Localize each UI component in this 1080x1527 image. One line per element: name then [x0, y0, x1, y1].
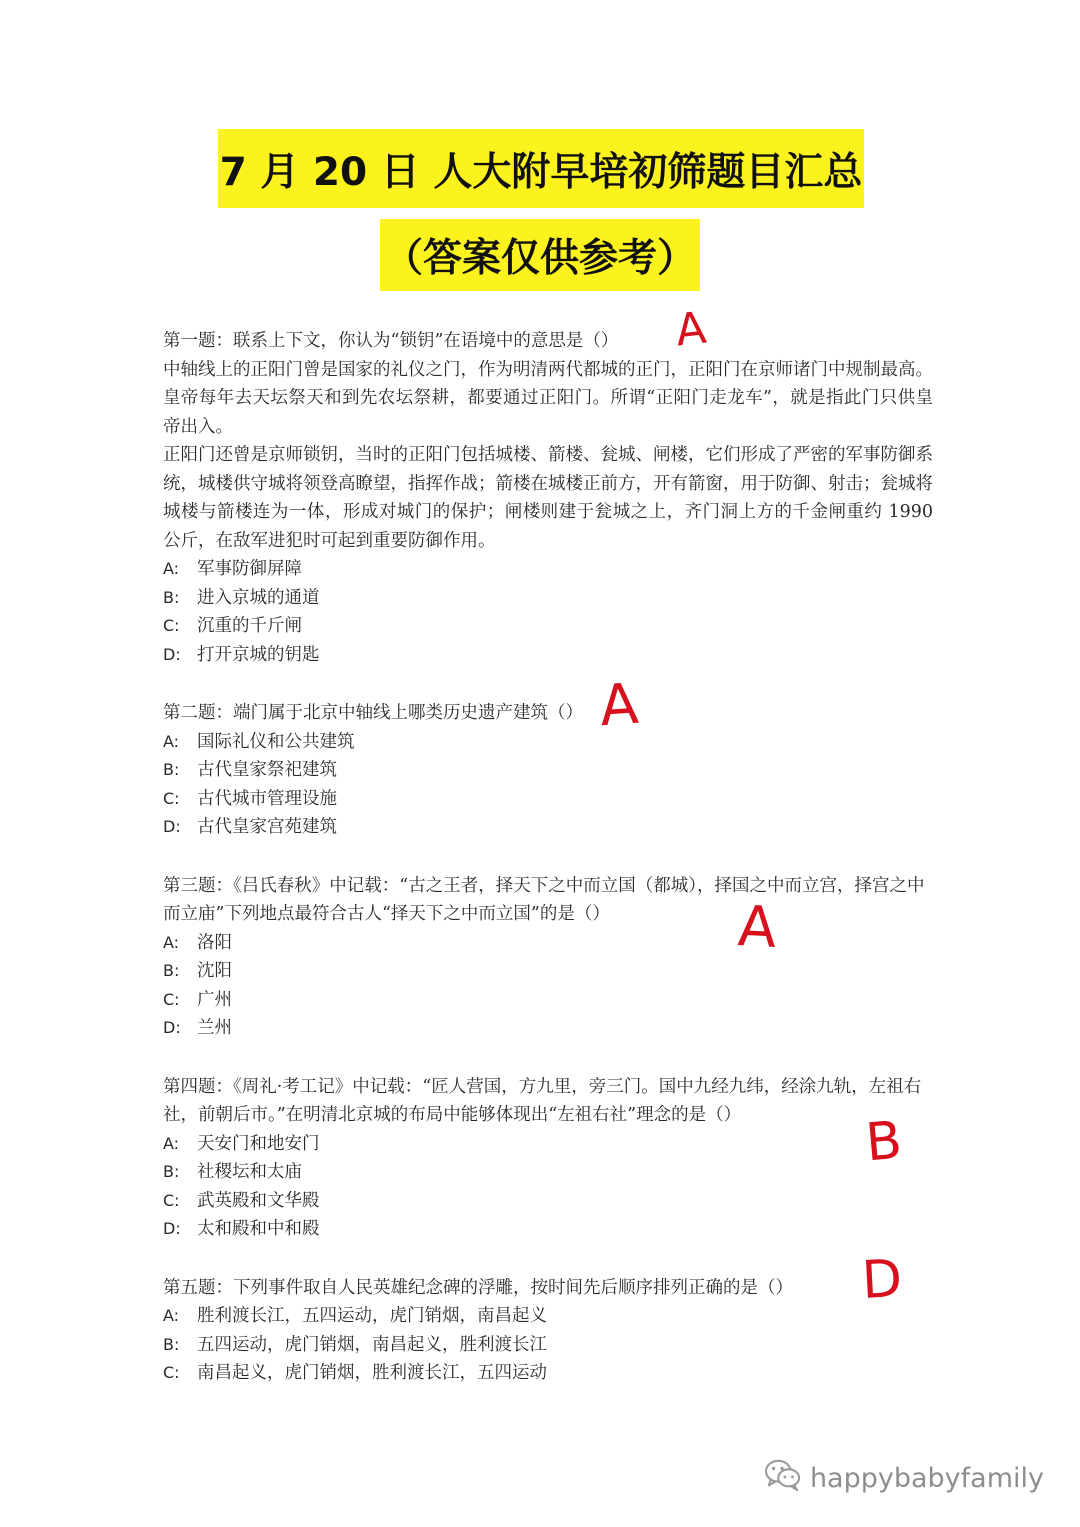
option-text: 五四运动，虎门销烟，南昌起义，胜利渡长江	[197, 1334, 547, 1355]
question-4	[163, 1073, 933, 1244]
answer-mark-q4: B	[863, 1110, 905, 1174]
option-letter: D:	[163, 817, 181, 836]
question-1-options	[163, 555, 933, 669]
option	[163, 584, 933, 613]
option	[163, 1158, 933, 1187]
question-3	[163, 872, 933, 1043]
option-letter: B:	[163, 961, 180, 980]
option-letter: A:	[163, 932, 180, 952]
option	[163, 756, 933, 785]
option-letter: A:	[163, 1306, 180, 1325]
option-text: 广州	[197, 989, 232, 1010]
watermark-text: happybabyfamily	[809, 1463, 1044, 1494]
question-5-stem: 第五题：下列事件取自人民英雄纪念碑的浮雕，按时间先后顺序排列正确的是（）	[163, 1277, 793, 1298]
question-3-stem: 第三题：《吕氏春秋》中记载：“古之王者，择天下之中而立国（都城），择国之中而立宫，择宫之中而立庙”下列地点最符合古人“择天下之中而立国”的是（）	[163, 875, 925, 924]
option-text: 古代城市管理设施	[197, 788, 337, 809]
option-letter: C:	[163, 788, 180, 808]
page-subtitle: （答案仅供参考）	[380, 219, 700, 291]
option-letter: B:	[163, 760, 180, 779]
option	[163, 1014, 933, 1043]
wechat-icon	[764, 1458, 802, 1499]
option-letter: C:	[163, 1363, 180, 1382]
question-1-passage-2: 正阳门还曾是京师锁钥，当时的正阳门包括城楼、箭楼、瓮城、闸楼，它们形成了严密的军事防御系统，城楼供守城将领登高瞭望，指挥作战；箭楼在城楼正前方，开有箭窗，用于防御、射击；瓮城将城楼与箭楼连为一体，形成对城门的保护；闸楼则建于瓮城之上，齐门洞上方的千金闸重约 1990 公斤，在敌军进犯时可起到重要防御作用。	[163, 445, 933, 551]
option-text: 胜利渡长江，五四运动，虎门销烟，南昌起义	[197, 1306, 547, 1326]
watermark	[764, 1458, 1044, 1499]
option-text: 沉重的千斤闸	[197, 616, 302, 636]
option	[163, 1187, 933, 1216]
option	[163, 1215, 933, 1244]
option-text: 太和殿和中和殿	[197, 1219, 320, 1239]
option-text: 天安门和地安门	[197, 1133, 320, 1154]
option	[163, 612, 933, 641]
option-text: 洛阳	[197, 932, 232, 953]
question-4-options	[163, 1130, 933, 1244]
option-letter: B:	[163, 587, 180, 607]
question-1	[163, 327, 933, 669]
option-text: 南昌起义，虎门销烟，胜利渡长江，五四运动	[197, 1363, 547, 1383]
option-text: 古代皇家宫苑建筑	[197, 817, 337, 837]
option-letter: A:	[163, 731, 180, 751]
option-letter: C:	[163, 989, 180, 1009]
question-5	[163, 1274, 933, 1388]
option	[163, 1130, 933, 1159]
option-letter: D:	[163, 1018, 181, 1037]
option-text: 沈阳	[197, 961, 232, 981]
option-text: 武英殿和文华殿	[197, 1190, 320, 1211]
option-text: 打开京城的钥匙	[197, 644, 320, 665]
option	[163, 1302, 933, 1331]
option	[163, 728, 933, 757]
answer-mark-q5: D	[860, 1248, 904, 1312]
answer-mark-q1: A	[673, 302, 709, 357]
option-text: 古代皇家祭祀建筑	[197, 760, 337, 780]
option-text: 兰州	[197, 1018, 232, 1038]
question-2-stem: 第二题：端门属于北京中轴线上哪类历史遗产建筑（）	[163, 703, 583, 723]
answer-mark-q3: A	[736, 894, 779, 961]
option-letter: B:	[163, 1334, 180, 1354]
question-2-options	[163, 728, 933, 842]
option-text: 军事防御屏障	[197, 559, 302, 579]
option-text: 进入京城的通道	[197, 587, 320, 608]
option-letter: D:	[163, 1219, 181, 1238]
option-text: 国际礼仪和公共建筑	[197, 731, 355, 752]
option	[163, 641, 933, 670]
question-2	[163, 699, 933, 842]
answer-mark-q2: A	[597, 671, 641, 740]
question-1-stem: 第一题：联系上下文，你认为“锁钥”在语境中的意思是（）	[163, 331, 619, 351]
question-4-stem: 第四题：《周礼·考工记》中记载：“匠人营国，方九里，旁三门。国中九经九纬，经涂九轨，左祖右社，前朝后市。”在明清北京城的布局中能够体现出“左祖右社”理念的是（）	[163, 1076, 922, 1125]
option	[163, 986, 933, 1015]
question-5-options	[163, 1302, 933, 1388]
option-text: 社稷坛和太庙	[197, 1162, 302, 1182]
question-list	[163, 327, 933, 1388]
option	[163, 1331, 933, 1360]
option	[163, 813, 933, 842]
option	[163, 785, 933, 814]
question-1-passage-1: 中轴线上的正阳门曾是国家的礼仪之门，作为明清两代都城的正门，正阳门在京师诸门中规制最高。皇帝每年去天坛祭天和到先农坛祭耕，都要通过正阳门。所谓“正阳门走龙车”，就是指此门只供皇帝出入。	[163, 359, 933, 437]
option-letter: C:	[163, 616, 180, 635]
question-3-options	[163, 929, 933, 1043]
option	[163, 957, 933, 986]
option-letter: B:	[163, 1162, 180, 1181]
option-letter: D:	[163, 644, 181, 664]
option-letter: C:	[163, 1190, 180, 1210]
option	[163, 1359, 933, 1388]
option-letter: A:	[163, 559, 180, 578]
option-letter: A:	[163, 1133, 180, 1153]
page-title: 7 月 20 日 人大附早培初筛题目汇总	[218, 129, 864, 208]
option	[163, 929, 933, 958]
option	[163, 555, 933, 584]
